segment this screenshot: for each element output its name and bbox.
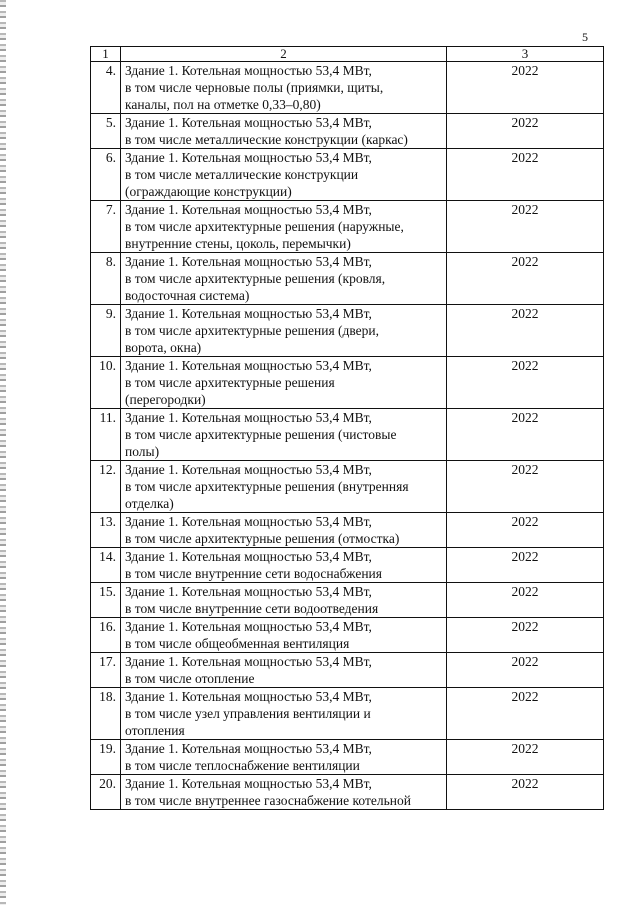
description-line: в том числе архитектурные решения (отмостка): [125, 531, 400, 546]
description-line: Здание 1. Котельная мощностью 53,4 МВт,: [125, 619, 372, 634]
row-year: 2022: [447, 513, 604, 548]
row-number: 12.: [91, 461, 121, 513]
description-line: отопления: [125, 723, 185, 738]
row-description: [121, 357, 447, 409]
row-year: 2022: [447, 149, 604, 201]
row-number: 11.: [91, 409, 121, 461]
row-description: [121, 201, 447, 253]
table-row: [91, 409, 604, 461]
description-line: Здание 1. Котельная мощностью 53,4 МВт,: [125, 584, 372, 599]
row-number: 7.: [91, 201, 121, 253]
row-year: 2022: [447, 114, 604, 149]
description-line: в том числе узел управления вентиляции и: [125, 706, 371, 721]
description-line: Здание 1. Котельная мощностью 53,4 МВт,: [125, 741, 372, 756]
description-line: Здание 1. Котельная мощностью 53,4 МВт,: [125, 306, 372, 321]
table-row: [91, 583, 604, 618]
description-line: в том числе общеобменная вентиляция: [125, 636, 350, 651]
row-year: 2022: [447, 548, 604, 583]
description-line: Здание 1. Котельная мощностью 53,4 МВт,: [125, 654, 372, 669]
description-line: в том числе архитектурные решения (чистовые: [125, 427, 397, 442]
page-number: 5: [582, 30, 588, 44]
description-line: Здание 1. Котельная мощностью 53,4 МВт,: [125, 358, 372, 373]
row-number: 9.: [91, 305, 121, 357]
row-description: [121, 653, 447, 688]
table-row: [91, 653, 604, 688]
description-line: внутренние стены, цоколь, перемычки): [125, 236, 351, 251]
row-year: 2022: [447, 653, 604, 688]
row-year: 2022: [447, 461, 604, 513]
description-line: Здание 1. Котельная мощностью 53,4 МВт,: [125, 150, 372, 165]
description-line: в том числе архитектурные решения: [125, 375, 335, 390]
table-row: [91, 114, 604, 149]
row-description: [121, 548, 447, 583]
row-number: 14.: [91, 548, 121, 583]
description-line: Здание 1. Котельная мощностью 53,4 МВт,: [125, 410, 372, 425]
row-number: 17.: [91, 653, 121, 688]
table-row: [91, 740, 604, 775]
row-year: 2022: [447, 688, 604, 740]
table-row: [91, 357, 604, 409]
row-number: 15.: [91, 583, 121, 618]
row-description: [121, 618, 447, 653]
description-line: отделка): [125, 496, 174, 511]
table-row: [91, 305, 604, 357]
description-line: в том числе отопление: [125, 671, 255, 686]
description-line: Здание 1. Котельная мощностью 53,4 МВт,: [125, 202, 372, 217]
table-row: [91, 618, 604, 653]
table-row: [91, 62, 604, 114]
table-row: [91, 513, 604, 548]
row-year: 2022: [447, 618, 604, 653]
row-year: 2022: [447, 775, 604, 810]
description-line: Здание 1. Котельная мощностью 53,4 МВт,: [125, 462, 372, 477]
row-description: [121, 409, 447, 461]
row-number: 13.: [91, 513, 121, 548]
row-description: [121, 775, 447, 810]
row-number: 4.: [91, 62, 121, 114]
row-year: 2022: [447, 201, 604, 253]
row-description: [121, 740, 447, 775]
works-table: [90, 46, 604, 810]
table-header-row: [91, 47, 604, 62]
row-description: [121, 305, 447, 357]
table-row: [91, 548, 604, 583]
description-line: в том числе внутреннее газоснабжение котельной: [125, 793, 411, 808]
row-number: 16.: [91, 618, 121, 653]
description-line: в том числе внутренние сети водоснабжения: [125, 566, 382, 581]
row-year: 2022: [447, 583, 604, 618]
column-header-3: 3: [447, 47, 604, 62]
row-description: [121, 583, 447, 618]
description-line: водосточная система): [125, 288, 250, 303]
row-number: 10.: [91, 357, 121, 409]
row-year: 2022: [447, 409, 604, 461]
description-line: каналы, пол на отметке 0,33–0,80): [125, 97, 321, 112]
description-line: в том числе металлические конструкции: [125, 167, 359, 182]
description-line: в том числе металлические конструкции (каркас): [125, 132, 408, 147]
row-number: 18.: [91, 688, 121, 740]
row-number: 8.: [91, 253, 121, 305]
row-description: [121, 461, 447, 513]
description-line: в том числе теплоснабжение вентиляции: [125, 758, 360, 773]
column-header-2: 2: [121, 47, 447, 62]
description-line: Здание 1. Котельная мощностью 53,4 МВт,: [125, 63, 372, 78]
row-number: 19.: [91, 740, 121, 775]
row-description: [121, 688, 447, 740]
description-line: Здание 1. Котельная мощностью 53,4 МВт,: [125, 115, 372, 130]
description-line: в том числе архитектурные решения (кровля,: [125, 271, 386, 286]
description-line: полы): [125, 444, 160, 459]
row-description: [121, 253, 447, 305]
table-row: [91, 775, 604, 810]
scan-edge: [0, 0, 6, 905]
row-year: 2022: [447, 253, 604, 305]
description-line: Здание 1. Котельная мощностью 53,4 МВт,: [125, 689, 372, 704]
column-header-1: 1: [91, 47, 121, 62]
table-row: [91, 149, 604, 201]
row-year: 2022: [447, 740, 604, 775]
row-year: 2022: [447, 357, 604, 409]
table-row: [91, 688, 604, 740]
row-description: [121, 513, 447, 548]
description-line: Здание 1. Котельная мощностью 53,4 МВт,: [125, 549, 372, 564]
description-line: в том числе архитектурные решения (внутренняя: [125, 479, 409, 494]
table-row: [91, 253, 604, 305]
description-line: (перегородки): [125, 392, 206, 407]
description-line: Здание 1. Котельная мощностью 53,4 МВт,: [125, 254, 372, 269]
row-description: [121, 114, 447, 149]
row-number: 20.: [91, 775, 121, 810]
table-row: [91, 461, 604, 513]
table-row: [91, 201, 604, 253]
row-description: [121, 149, 447, 201]
row-description: [121, 62, 447, 114]
description-line: в том числе архитектурные решения (двери,: [125, 323, 380, 338]
table-body: [91, 62, 604, 810]
description-line: (ограждающие конструкции): [125, 184, 292, 199]
description-line: в том числе черновые полы (приямки, щиты,: [125, 80, 384, 95]
description-line: Здание 1. Котельная мощностью 53,4 МВт,: [125, 776, 372, 791]
description-line: ворота, окна): [125, 340, 202, 355]
description-line: в том числе архитектурные решения (наружные,: [125, 219, 404, 234]
row-year: 2022: [447, 305, 604, 357]
row-year: 2022: [447, 62, 604, 114]
description-line: в том числе внутренние сети водоотведения: [125, 601, 379, 616]
description-line: Здание 1. Котельная мощностью 53,4 МВт,: [125, 514, 372, 529]
row-number: 5.: [91, 114, 121, 149]
row-number: 6.: [91, 149, 121, 201]
